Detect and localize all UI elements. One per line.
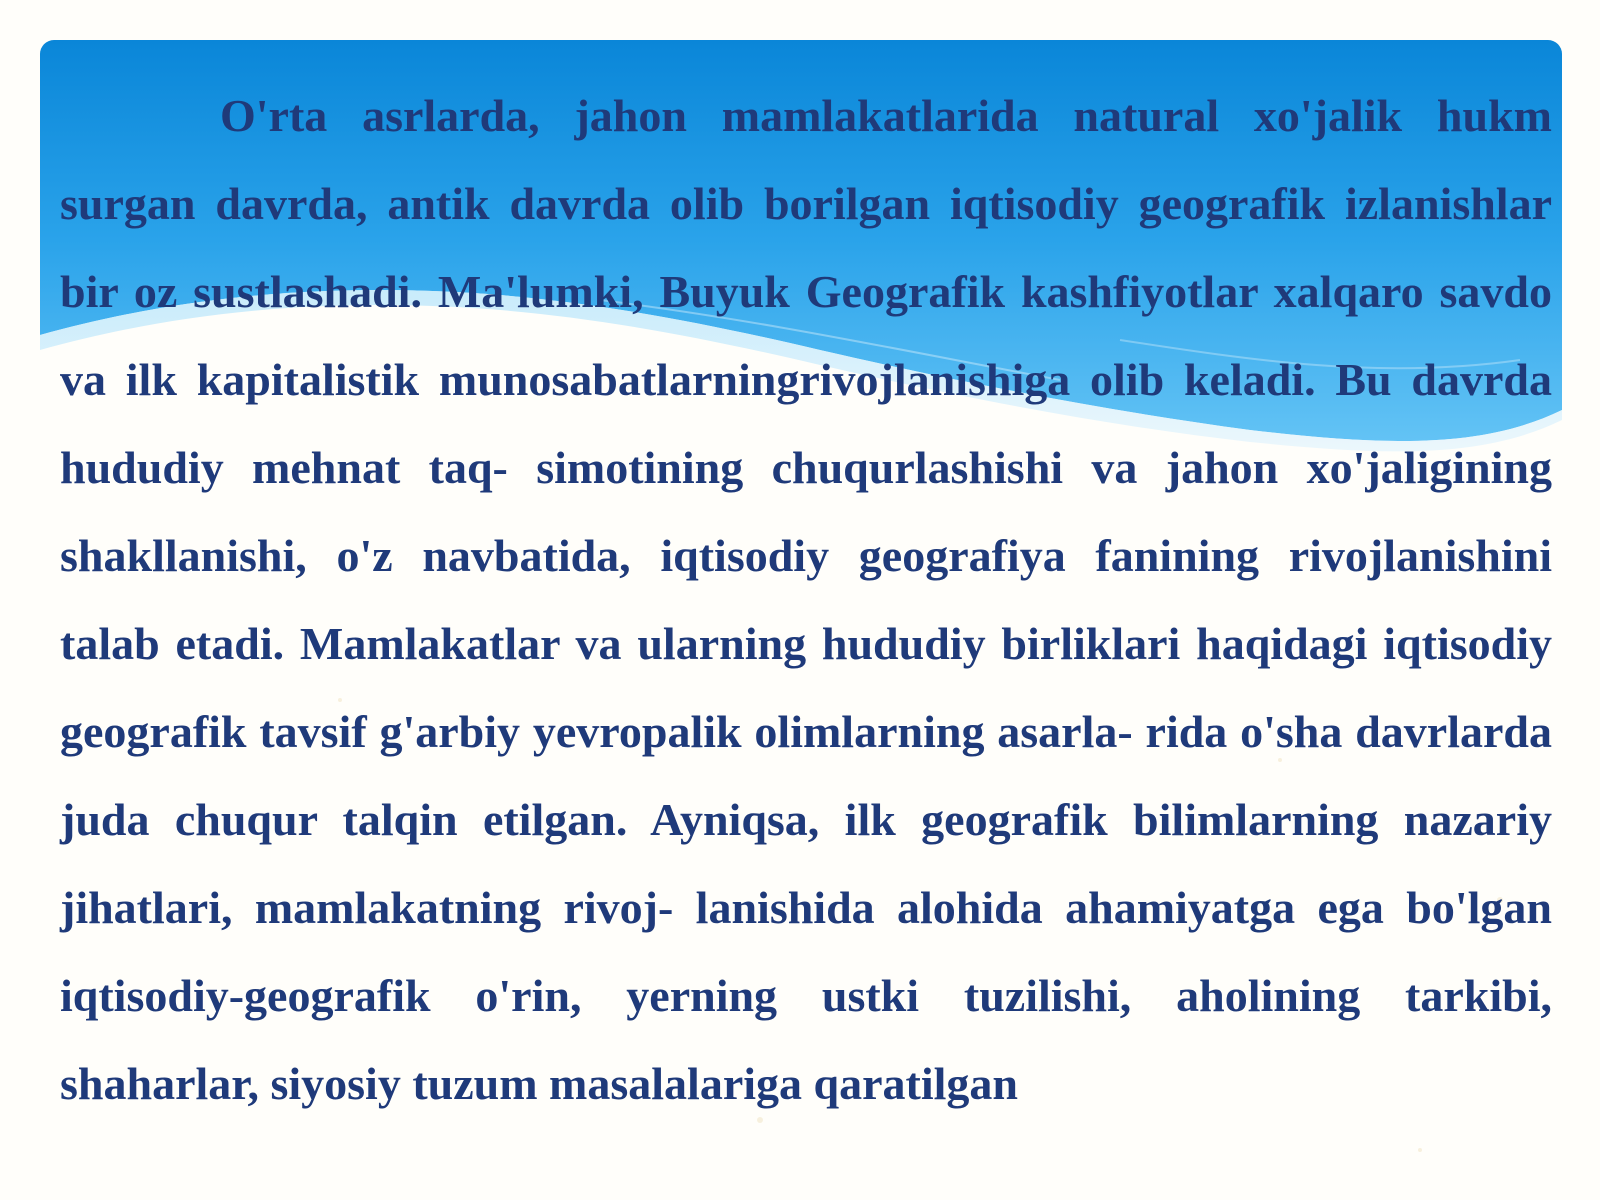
slide-body-text: O'rta asrlarda, jahon mamlakatlarida natural xo'jalik hukm surgan davrda, antik davrda olib borilgan iqtisodiy geografik izlanishlar bir oz sustlashadi. Ma'lumki, Buyuk Geografik kashfiyotlar xalqaro savdo va ilk kapitalistik munosabatlarningrivojlanishiga olib keladi. Bu davrda hududiy mehnat taq- simotining chuqurlashishi va jahon xo'jaligining shakllanishi, o'z navbatida, iqtisodiy geografiya fanining rivojlanishini talab etadi. Mamlakatlar va ularning hududiy birliklari haqidagi iqtisodiy geografik tavsif g'arbiy yevropalik olimlarning asarla- rida o'sha davrlarda juda chuqur talqin etilgan. Ayniqsa, ilk geografik bilimlarning nazariy jihatlari, mamlakatning rivoj- lanishida alohida ahamiyatga ega bo'lgan iqtisodiy-geografik o'rin, yerning ustki tuzilishi, aholining tarkibi, shaharlar, siyosiy tuzum masalalariga qaratilgan [60, 90, 1552, 1109]
